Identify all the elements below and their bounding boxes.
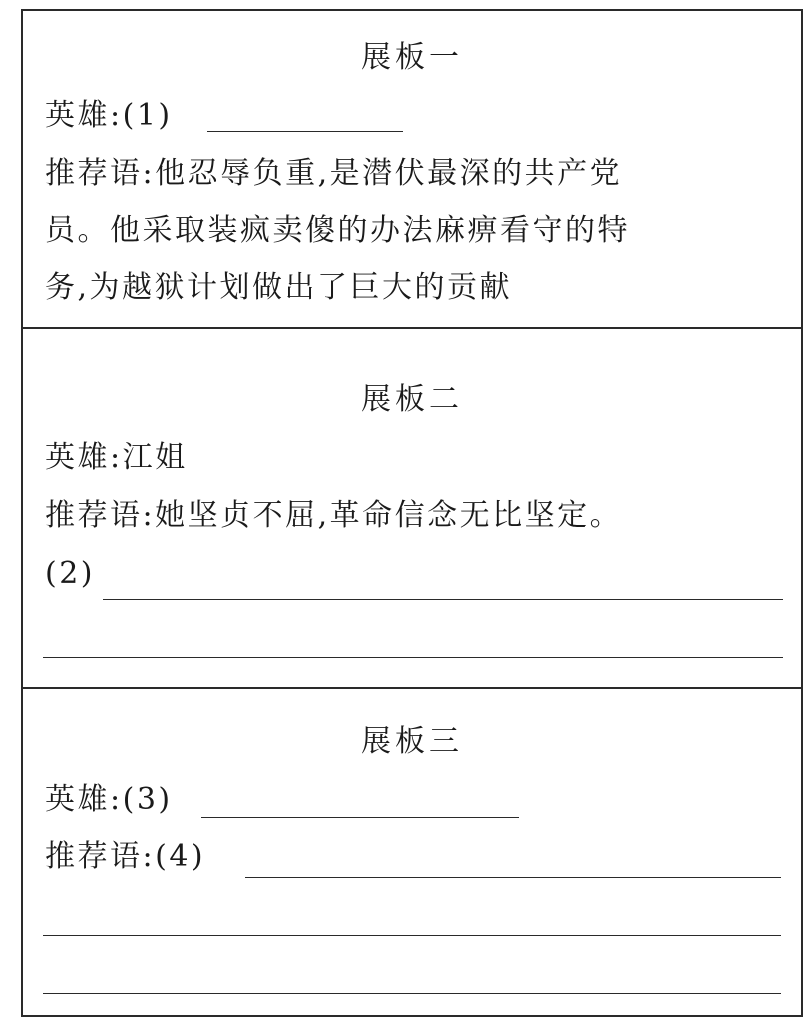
panel-three: [23, 689, 801, 1015]
blank-number-4: (4): [155, 839, 206, 874]
hero-label: 英雄:: [45, 98, 123, 133]
recommendation-line-two: 推荐语:她坚贞不屈,革命信念无比坚定。: [45, 498, 623, 533]
panel-two-title: 展板二: [361, 382, 463, 417]
panel-two: [23, 329, 801, 689]
hero-line-two: 英雄:江姐: [45, 440, 188, 475]
recommendation-line-2: 员。他采取装疯卖傻的办法麻痹看守的特: [45, 213, 630, 248]
recommendation-line-1: 推荐语:他忍辱负重,是潜伏最深的共产党: [45, 156, 623, 191]
answer-blank-1[interactable]: [207, 131, 403, 132]
hero-line-one: [45, 98, 173, 133]
panel-three-title: 展板三: [361, 724, 463, 759]
blank-number-2: (2): [45, 556, 95, 591]
recommendation-line-three: [45, 839, 206, 874]
answer-blank-4b[interactable]: [43, 935, 781, 936]
answer-blank-4c[interactable]: [43, 993, 781, 994]
hero-line-three: [45, 782, 173, 817]
answer-blank-2a[interactable]: [103, 599, 783, 600]
answer-blank-3[interactable]: [201, 817, 519, 818]
answer-blank-2b[interactable]: [43, 657, 783, 658]
panel-one-title: 展板一: [361, 40, 463, 75]
blank-number-1: (1): [122, 98, 173, 133]
recommendation-label: 推荐语:: [45, 839, 156, 874]
answer-blank-4a[interactable]: [245, 877, 781, 878]
exhibit-board-frame: [21, 9, 803, 1017]
recommendation-line-3: 务,为越狱计划做出了巨大的贡献: [45, 270, 513, 305]
blank-number-3: (3): [122, 782, 173, 817]
hero-label: 英雄:: [45, 782, 123, 817]
panel-one: [23, 11, 801, 329]
